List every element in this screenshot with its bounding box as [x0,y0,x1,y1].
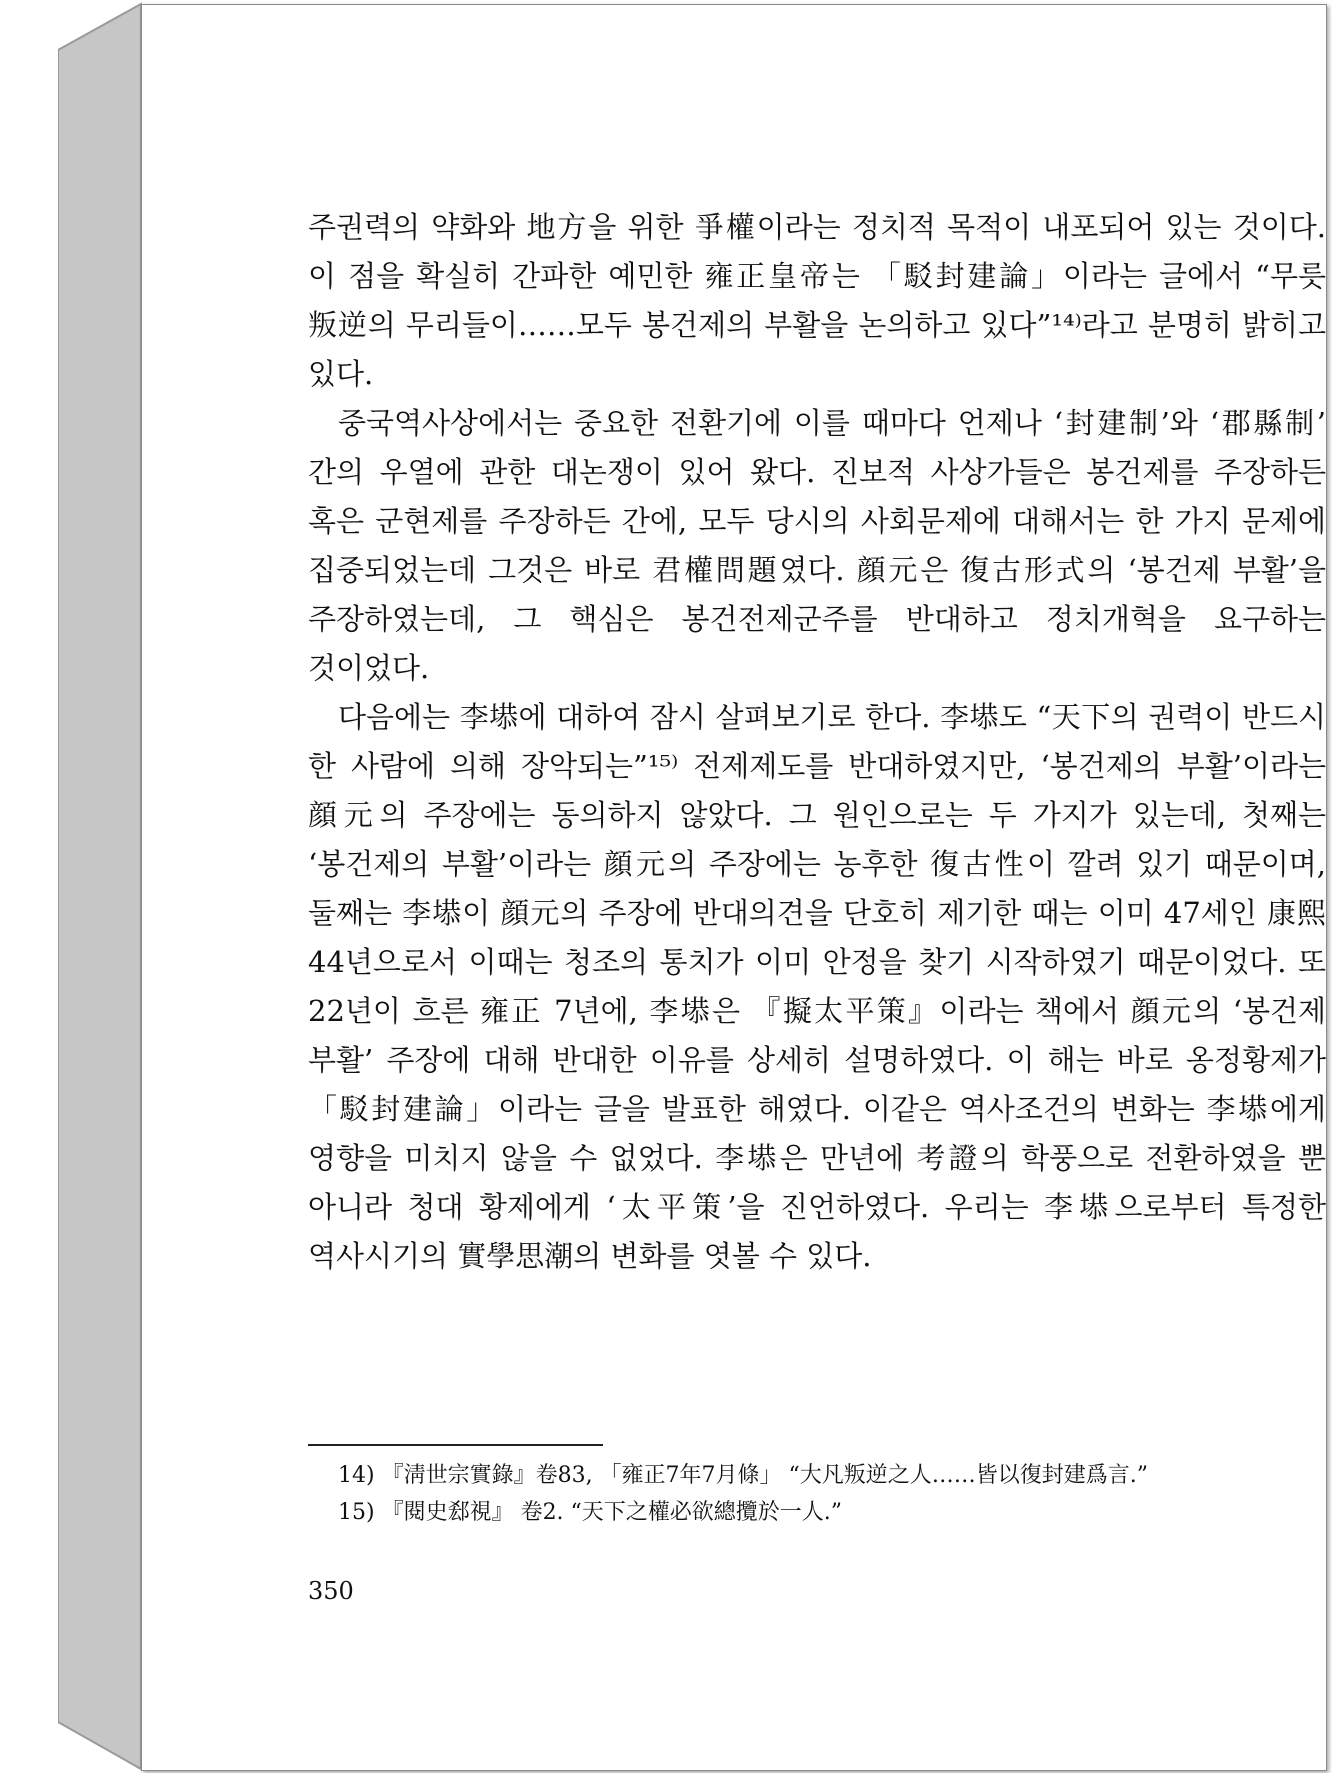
book-page [141,4,1327,1771]
paragraph-1: 주권력의 약화와 地方을 위한 爭權이라는 정치적 목적이 내포되어 있는 것이다. 이 점을 확실히 간파한 예민한 雍正皇帝는 「駁封建論」이라는 글에서 “무릇 叛逆의 무리들이……모두 봉건제의 부활을 논의하고 있다”¹⁴⁾라고 분명히 밝히고 있다. [308,210,1326,391]
paragraph-3: 다음에는 李塨에 대하여 잠시 살펴보기로 한다. 李塨도 “天下의 권력이 반드시 한 사람에 의해 장악되는”¹⁵⁾ 전제제도를 반대하였지만, ‘봉건제의 부활’이라는 顔元의 주장에는 동의하지 않았다. 그 원인으로는 두 가지가 있는데, 첫째는 ‘봉건제의 부활’이라는 顔元의 주장에는 농후한 復古性이 깔려 있기 때문이며, 둘째는 李塨이 顔元의 주장에 반대의견을 단호히 제기한 때는 이미 47세인 康熙 44년으로서 이때는 청조의 통치가 이미 안정을 찾기 시작하였기 때문이었다. 또 22년이 흐른 雍正 7년에, 李塨은 『擬太平策』이라는 책에서 顔元의 ‘봉건제 부활’ 주장에 대해 반대한 이유를 상세히 설명하였다. 이 해는 바로 옹정황제가 「駁封建論」이라는 글을 발표한 해였다. 이같은 역사조건의 변화는 李塨에게 영향을 미치지 않을 수 없었다. 李塨은 만년에 考證의 학풍으로 전환하였을 뿐 아니라 청대 황제에게 ‘太平策’을 진언하였다. 우리는 李塨으로부터 특정한 역사시기의 實學思潮의 변화를 엿볼 수 있다. [308,700,1326,1273]
footnotes [338,1457,1332,1531]
page-number: 350 [308,1577,354,1605]
body-text [308,203,1326,1281]
paragraph-2: 중국역사상에서는 중요한 전환기에 이를 때마다 언제나 ‘封建制’와 ‘郡縣制’ 간의 우열에 관한 대논쟁이 있어 왔다. 진보적 사상가들은 봉건제를 주장하든 혹은 군현제를 주장하든 간에, 모두 당시의 사회문제에 대해서는 한 가지 문제에 집중되었는데 그것은 바로 君權問題였다. 顔元은 復古形式의 ‘봉건제 부활’을 주장하였는데, 그 핵심은 봉건전제군주를 반대하고 정치개혁을 요구하는 것이었다. [308,406,1326,685]
footnote-divider [308,1444,603,1446]
footnote-14: 14) 『淸世宗實錄』卷83, 「雍正7年7月條」 “大凡叛逆之人……皆以復封建爲言.” [338,1463,1149,1488]
book-edge-shape [58,0,148,1773]
footnote-15: 15) 『閱史郄視』 卷2. “天下之權必欲總攬於一人.” [338,1500,843,1525]
